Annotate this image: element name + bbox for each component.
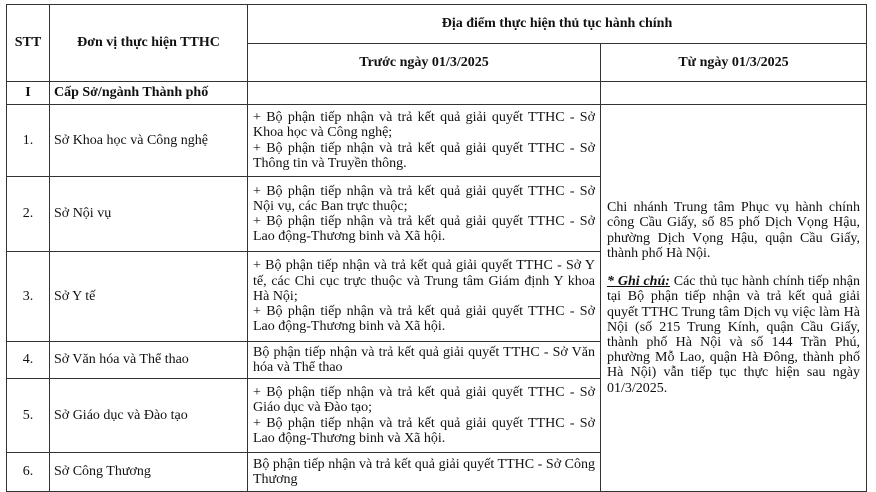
section-empty-after [601,82,867,105]
row-unit: Sở Nội vụ [50,177,248,252]
row-stt: 5. [7,379,50,453]
after-location-cell [601,105,867,492]
before-line: + Bộ phận tiếp nhận và trả kết quả giải quyết TTHC - Sở Y tế, các Chi cục trực thuộc và Trung tâm Giám định Y khoa Hà Nội; [253,258,595,304]
before-line: + Bộ phận tiếp nhận và trả kết quả giải quyết TTHC - Sở Khoa học và Công nghệ; [253,110,595,141]
before-line: + Bộ phận tiếp nhận và trả kết quả giải quyết TTHC - Sở Lao động-Thương binh và Xã hội. [253,214,595,245]
row-stt: 6. [7,453,50,492]
before-line: + Bộ phận tiếp nhận và trả kết quả giải quyết TTHC - Sở Giáo dục và Đào tạo; [253,385,595,416]
header-after: Từ ngày 01/3/2025 [601,44,867,82]
row-unit: Sở Y tế [50,252,248,342]
row-stt: 3. [7,252,50,342]
table-row [7,105,867,177]
row-stt: 4. [7,342,50,379]
table-header-row [7,5,867,44]
after-note [607,274,860,396]
note-text: Các thủ tục hành chính tiếp nhận tại Bộ phận tiếp nhận và trả kết quả giải quyết TTHC Trung tâm Dịch vụ việc làm Hà Nội (số 215 Trung Kính, quận Cầu Giấy, thành phố Hà Nội và số 144 Trần Phú, phường Mỗ Lao, quận Hà Đông, thành phố Hà Nội) vẫn tiếp tục thực hiện sau ngày 01/3/2025. [607,274,861,396]
before-line: Bộ phận tiếp nhận và trả kết quả giải quyết TTHC - Sở Văn hóa và Thể thao [253,344,595,375]
procedure-location-table [6,4,867,492]
before-line: + Bộ phận tiếp nhận và trả kết quả giải quyết TTHC - Sở Lao động-Thương binh và Xã hội. [253,415,595,446]
section-stt: I [7,82,50,105]
header-before: Trước ngày 01/3/2025 [248,44,601,82]
row-stt: 1. [7,105,50,177]
row-before [248,379,601,453]
row-unit: Sở Công Thương [50,453,248,492]
section-empty-before [248,82,601,105]
row-unit: Sở Khoa học và Công nghệ [50,105,248,177]
before-line: Bộ phận tiếp nhận và trả kết quả giải quyết TTHC - Sở Công Thương [253,456,595,487]
before-line: + Bộ phận tiếp nhận và trả kết quả giải quyết TTHC - Sở Nội vụ, các Ban trực thuộc; [253,183,595,214]
header-stt: STT [7,5,50,82]
header-location: Địa điểm thực hiện thủ tục hành chính [248,5,867,44]
note-label: * Ghi chú: [607,274,670,290]
row-before [248,177,601,252]
row-stt: 2. [7,177,50,252]
after-address: Chi nhánh Trung tâm Phục vụ hành chính công Cầu Giấy, số 85 phố Dịch Vọng Hậu, phường Dịch Vọng Hậu, quận Cầu Giấy, thành phố Hà Nội. [607,200,861,261]
row-unit: Sở Giáo dục và Đào tạo [50,379,248,453]
header-unit: Đơn vị thực hiện TTHC [50,5,248,82]
row-before [248,252,601,342]
row-before [248,105,601,177]
row-unit: Sở Văn hóa và Thể thao [50,342,248,379]
row-before [248,453,601,492]
section-title: Cấp Sở/ngành Thành phố [50,82,248,105]
before-line: + Bộ phận tiếp nhận và trả kết quả giải quyết TTHC - Sở Lao động-Thương binh và Xã hội. [253,304,595,335]
row-before [248,342,601,379]
before-line: + Bộ phận tiếp nhận và trả kết quả giải quyết TTHC - Sở Thông tin và Truyền thông. [253,140,595,171]
section-row [7,82,867,105]
